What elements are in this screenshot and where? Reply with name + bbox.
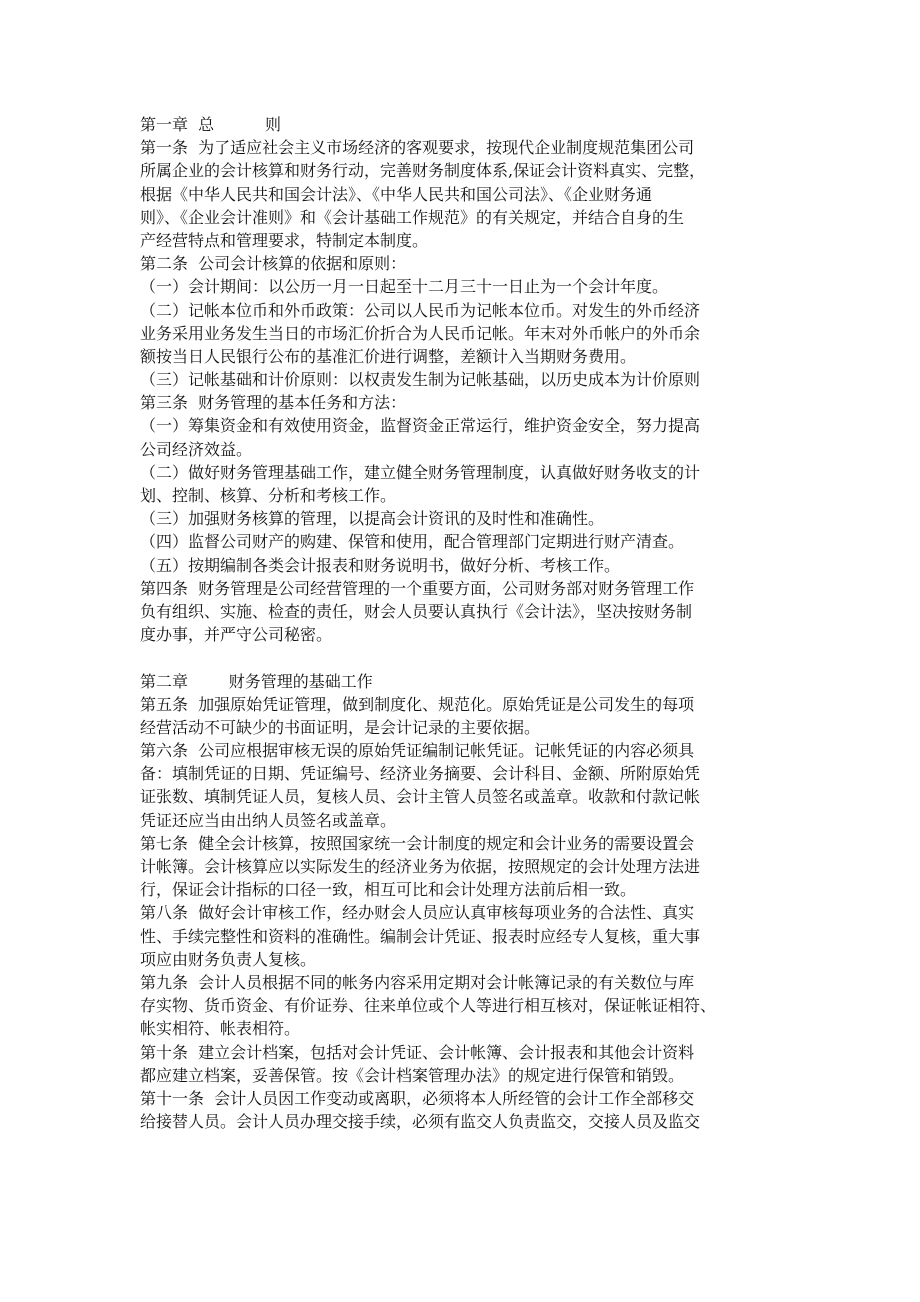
document-body bbox=[140, 113, 790, 1133]
article-3-item: （一）筹集资金和有效使用资金，监督资金正常运行，维护资金安全，努力提高 bbox=[140, 416, 701, 436]
article-1-text: 所属企业的会计核算和财务行动，完善财务制度体系,保证会计资料真实、完整， bbox=[140, 161, 706, 181]
article-2-item: （一）会计期间：以公历一月一日起至十二月三十一日止为一个会计年度。 bbox=[140, 277, 669, 297]
article-3-item: （三）加强财务核算的管理，以提高会计资讯的及时性和准确性。 bbox=[140, 509, 605, 529]
article-2-heading: 第二条 公司会计核算的依据和原则： bbox=[140, 254, 407, 274]
article-8-text: 性、手续完整性和资料的准确性。编制会计凭证、报表时应经专人复核，重大事 bbox=[140, 926, 701, 946]
article-4-text: 第四条 财务管理是公司经营管理的一个重要方面，公司财务部对财务管理工作 bbox=[140, 578, 695, 598]
article-2-item: 额按当日人民银行公布的基准汇价进行调整，差额计入当期财务费用。 bbox=[140, 346, 637, 366]
article-4-text: 度办事，并严守公司秘密。 bbox=[140, 625, 333, 645]
article-7-text: 第七条 健全会计核算，按照国家统一会计制度的规定和会计业务的需要设置会 bbox=[140, 833, 695, 853]
article-4-text: 负有组织、实施、检查的责任，财会人员要认真执行《会计法》，坚决按财务制 bbox=[140, 601, 693, 621]
article-6-text: 备：填制凭证的日期、凭证编号、经济业务摘要、会计科目、金额、所附原始凭 bbox=[140, 764, 701, 784]
article-11-text: 第十一条 会计人员因工作变动或离职，必须将本人所经管的会计工作全部移交 bbox=[140, 1088, 695, 1108]
article-3-item: 划、控制、核算、分析和考核工作。 bbox=[140, 486, 397, 505]
article-6-text: 第六条 公司应根据审核无误的原始凭证编制记帐凭证。记帐凭证的内容必须具 bbox=[140, 741, 695, 761]
article-10-text: 第十条 建立会计档案，包括对会计凭证、会计帐簿、会计报表和其他会计资料 bbox=[140, 1042, 695, 1062]
article-3-item: （二）做好财务管理基础工作，建立健全财务管理制度，认真做好财务收支的计 bbox=[140, 462, 701, 482]
article-6-text: 证张数、填制凭证人员，复核人员、会计主管人员签名或盖章。收款和付款记帐 bbox=[140, 787, 701, 807]
article-3-item: （四）监督公司财产的购建、保管和使用，配合管理部门定期进行财产清查。 bbox=[140, 532, 685, 552]
chapter-1-heading: 第一章 总 则 bbox=[140, 115, 282, 134]
article-1-text: 产经营特点和管理要求，特制定本制度。 bbox=[140, 230, 429, 250]
article-3-item: 公司经济效益。 bbox=[140, 439, 253, 459]
article-2-item: （二）记帐本位币和外币政策：公司以人民币为记帐本位币。对发生的外币经济 bbox=[140, 300, 701, 320]
article-8-text: 第八条 做好会计审核工作，经办财会人员应认真审核每项业务的合法性、真实 bbox=[140, 903, 695, 923]
blank-line bbox=[140, 646, 790, 669]
article-7-text: 行，保证会计指标的口径一致，相互可比和会计处理方法前后相一致。 bbox=[140, 880, 637, 900]
article-9-text: 第九条 会计人员根据不同的帐务内容采用定期对会计帐簿记录的有关数位与库 bbox=[140, 972, 695, 992]
article-1-text: 根据《中华人民共和国会计法》、《中华人民共和国公司法》、《企业财务通 bbox=[140, 184, 653, 204]
article-9-text: 存实物、货币资金、有价证券、往来单位或个人等进行相互核对，保证帐证相符、 bbox=[140, 996, 717, 1016]
chapter-2-heading: 第二章 财务管理的基础工作 bbox=[140, 671, 373, 691]
article-3-item: （五）按期编制各类会计报表和财务说明书，做好分析、考核工作。 bbox=[140, 555, 621, 575]
article-10-text: 都应建立档案，妥善保管。按《会计档案管理办法》的规定进行保管和销毁。 bbox=[140, 1065, 685, 1085]
article-11-text: 给接替人员。会计人员办理交接手续，必须有监交人负责监交，交接人员及监交 bbox=[140, 1112, 701, 1132]
article-3-heading: 第三条 财务管理的基本任务和方法： bbox=[140, 393, 407, 413]
article-1-text: 则》、《企业会计准则》和《会计基础工作规范》的有关规定，并结合自身的生 bbox=[140, 207, 685, 227]
article-7-text: 计帐簿。会计核算应以实际发生的经济业务为依据，按照规定的会计处理方法进 bbox=[140, 857, 701, 876]
article-1-text: 第一条 为了适应社会主义市场经济的客观要求，按现代企业制度规范集团公司 bbox=[140, 138, 695, 158]
article-5-text: 第五条 加强原始凭证管理，做到制度化、规范化。原始凭证是公司发生的每项 bbox=[140, 694, 695, 714]
article-2-item: （三）记帐基础和计价原则：以权责发生制为记帐基础，以历史成本为计价原则 bbox=[140, 370, 701, 390]
article-9-text: 帐实相符、帐表相符。 bbox=[140, 1019, 301, 1039]
article-6-text: 凭证还应当由出纳人员签名或盖章。 bbox=[140, 810, 397, 830]
article-2-item: 业务采用业务发生当日的市场汇价折合为人民币记帐。年末对外币帐户的外币余 bbox=[140, 323, 701, 343]
article-5-text: 经营活动不可缺少的书面证明，是会计记录的主要依据。 bbox=[140, 717, 541, 737]
article-8-text: 项应由财务负责人复核。 bbox=[140, 949, 317, 969]
